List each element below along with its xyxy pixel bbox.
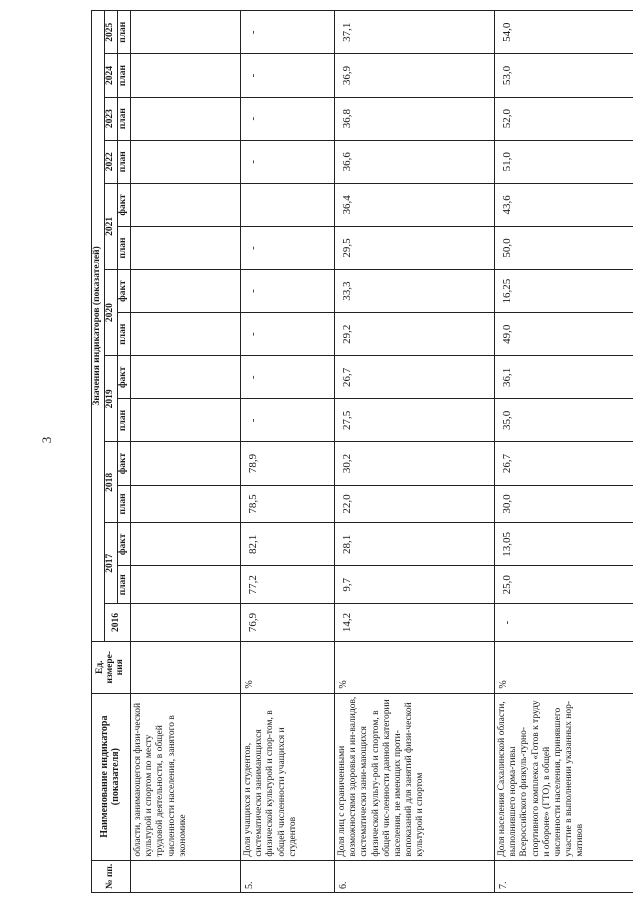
value-cell: - [240,399,334,442]
row-num: 5. [240,860,334,892]
value-cell: 43,6 [494,183,633,226]
row-unit: % [494,641,633,693]
value-cell: 36,1 [494,356,633,399]
value-cell: 26,7 [334,356,494,399]
value-cell: - [240,270,334,313]
page-number: 3 [39,436,54,444]
sub-label: факт [117,183,130,226]
row-num: 6. [334,860,494,892]
value-cell [130,356,240,399]
year-2018: 2018 [104,442,117,523]
row-name: Доля населения Сахалинской области, выполнившего норма-тивы Всероссийского физкуль-турно-спортивного комплекса «Готов к труду и обороне» (ГТО), в общей численности населения, принявшего участие в выполнении указанных нор-мативов [494,693,633,860]
value-cell [130,54,240,97]
value-cell: - [240,140,334,183]
value-cell: 78,9 [240,442,334,485]
value-cell: 36,8 [334,97,494,140]
header-name: Наименование индикатора (показателя) [92,693,131,860]
value-cell [130,226,240,269]
sub-label: факт [117,442,130,485]
value-cell [130,604,240,642]
sub-label: план [117,97,130,140]
sub-label: план [117,313,130,356]
value-cell: - [240,226,334,269]
row-unit [130,641,240,693]
rotated-table-wrapper [91,10,633,893]
value-cell: 36,9 [334,54,494,97]
value-cell: - [240,54,334,97]
value-cell: 51,0 [494,140,633,183]
year-2017: 2017 [104,523,117,604]
header-values-title: Значения индикаторов (показателей) [92,11,105,642]
row-num: 7. [494,860,633,892]
row-name: области, занимающегося физи-ческой культурой и спортом по месту трудовой деятельности, в общей численности населения, занятого в экономике [130,693,240,860]
sub-label: план [117,399,130,442]
table-row [240,11,334,893]
value-cell [130,485,240,523]
sub-label: план [117,566,130,604]
year-2023: 2023 [104,97,117,140]
value-cell [130,97,240,140]
value-cell [130,566,240,604]
value-cell: 36,6 [334,140,494,183]
value-cell: 25,0 [494,566,633,604]
value-cell [130,183,240,226]
year-2024: 2024 [104,54,117,97]
value-cell: 77,2 [240,566,334,604]
value-cell: - [494,604,633,642]
value-cell [130,270,240,313]
sub-label: план [117,54,130,97]
value-cell: - [240,313,334,356]
value-cell: - [240,11,334,54]
value-cell: 52,0 [494,97,633,140]
sub-label: план [117,485,130,523]
value-cell: 54,0 [494,11,633,54]
row-name: Доля учащихся и студентов, систематически занимающихся физической культурой и спор-том, в общей численности учащихся и студентов [240,693,334,860]
value-cell: 53,0 [494,54,633,97]
header-row-1 [92,11,105,893]
value-cell: 36,4 [334,183,494,226]
value-cell: 82,1 [240,523,334,566]
value-cell [130,442,240,485]
year-2021: 2021 [104,183,117,269]
indicator-table [91,10,633,893]
value-cell [130,523,240,566]
value-cell [240,183,334,226]
value-cell: 14,2 [334,604,494,642]
row-unit: % [240,641,334,693]
value-cell: 78,5 [240,485,334,523]
sub-label: план [117,140,130,183]
value-cell [130,399,240,442]
sub-label: план [117,11,130,54]
value-cell: 33,3 [334,270,494,313]
table-row [130,11,240,893]
sub-label: факт [117,523,130,566]
value-cell: 49,0 [494,313,633,356]
sub-label: план [117,226,130,269]
value-cell: 30,0 [494,485,633,523]
year-2016: 2016 [104,604,130,642]
value-cell: 29,5 [334,226,494,269]
value-cell: 22,0 [334,485,494,523]
row-unit: % [334,641,494,693]
year-2020: 2020 [104,270,117,356]
value-cell: 9,7 [334,566,494,604]
value-cell: 26,7 [494,442,633,485]
value-cell: 76,9 [240,604,334,642]
value-cell: 37,1 [334,11,494,54]
year-2019: 2019 [104,356,117,442]
value-cell [130,11,240,54]
value-cell: 27,5 [334,399,494,442]
value-cell: - [240,97,334,140]
value-cell: 16,25 [494,270,633,313]
sub-label: факт [117,356,130,399]
value-cell: 29,2 [334,313,494,356]
value-cell: 28,1 [334,523,494,566]
row-num [130,860,240,892]
table-row [334,11,494,893]
year-2025: 2025 [104,11,117,54]
value-cell: 50,0 [494,226,633,269]
value-cell [130,140,240,183]
row-name: Доля лиц с ограниченными возможностями здоровья и ин-валидов, систематически зани-мающихся физической культу-рой и спортом, в общей чис-ленности данной категории населения, не имеющих проти-вопоказаний для занятий физи-ческой культурой и спортом [334,693,494,860]
value-cell [130,313,240,356]
table-row [494,11,633,893]
sub-label: факт [117,270,130,313]
year-2022: 2022 [104,140,117,183]
header-num: № пп. [92,860,131,892]
header-unit: Ед. измере-ния [92,641,131,693]
value-cell: 35,0 [494,399,633,442]
value-cell: 13,05 [494,523,633,566]
value-cell: 30,2 [334,442,494,485]
value-cell: - [240,356,334,399]
